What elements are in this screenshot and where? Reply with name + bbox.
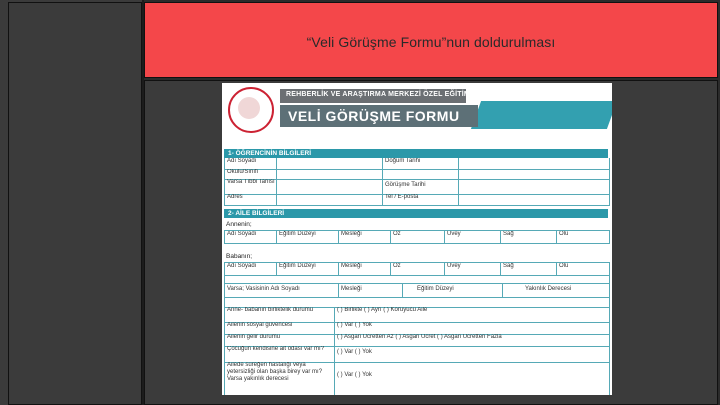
question-options[interactable]: ( ) Var ( ) Yok <box>337 322 372 328</box>
banner-subtitle: REHBERLİK VE ARAŞTIRMA MERKEZİ ÖZEL EĞİTİM BÖLÜMÜ <box>286 91 504 98</box>
banner-title-strip <box>280 105 478 127</box>
col-name: Adı Soyadı <box>225 231 277 243</box>
student-row <box>224 194 610 206</box>
student-row-label-right <box>383 169 459 179</box>
mother-row <box>224 230 610 244</box>
title-bar <box>144 2 718 78</box>
col-alive: Sağ <box>501 231 557 243</box>
col-guardian-relation: Yakınlık Derecesi <box>525 286 572 292</box>
student-row-value[interactable] <box>277 158 383 169</box>
section-family-info-label: 2- AİLE BİLGİLERİ <box>228 210 285 217</box>
section-family-info <box>224 209 608 218</box>
col-name: Adı Soyadı <box>225 263 277 275</box>
question-options[interactable]: ( ) Var ( ) Yok <box>337 372 372 378</box>
slide-title: “Veli Görüşme Formu”nun doldurulması <box>306 34 556 50</box>
question-label: Anne- babanın birliktelik durumu <box>225 307 335 322</box>
ministry-logo-icon <box>228 87 274 133</box>
col-dead: Ölü <box>559 263 569 269</box>
form-document <box>222 83 612 395</box>
question-options[interactable]: ( ) Birlikte ( ) Ayrı ( ) Koruyucu Aile <box>337 307 428 313</box>
form-header <box>222 83 612 138</box>
banner-subtitle-strip <box>280 89 504 103</box>
col-real: Öz <box>391 231 445 243</box>
question-row <box>224 307 610 323</box>
col-job: Mesleği <box>339 263 391 275</box>
question-label: Ailenin sosyal güvencesi <box>225 322 335 334</box>
left-panel-inner <box>8 2 142 405</box>
col-education: Eğitim Düzeyi <box>277 263 339 275</box>
student-row-value[interactable] <box>277 169 383 179</box>
mother-label: Annenin; <box>226 221 252 228</box>
col-real: Öz <box>391 263 445 275</box>
section-student-info-label: 1- ÖĞRENCİNİN BİLGİLERİ <box>228 150 312 157</box>
col-guardian-job: Mesleği <box>339 283 403 297</box>
student-row <box>224 179 610 195</box>
student-row-label: Adres <box>225 194 277 205</box>
col-education: Eğitim Düzeyi <box>277 231 339 243</box>
student-row-label-right: Görüşme Tarihi <box>383 179 459 194</box>
question-label: Ailenin gelir durumu <box>225 334 335 346</box>
question-row <box>224 346 610 363</box>
father-label: Babanın; <box>226 253 253 260</box>
col-step: Üvey <box>445 263 501 275</box>
question-options[interactable]: ( ) Var ( ) Yok <box>337 349 372 355</box>
col-step: Üvey <box>445 231 501 243</box>
student-row-value[interactable] <box>277 179 383 194</box>
header-teal-strip <box>471 101 612 129</box>
col-guardian-name: Varsa; Vasisinin Adı Soyadı <box>225 283 339 297</box>
section-student-info <box>224 149 608 158</box>
col-alive: Sağ <box>501 263 557 275</box>
student-row-label-right: Doğum Tarihi <box>383 158 459 169</box>
col-guardian-education: Eğitim Düzeyi <box>403 283 503 297</box>
student-row-label: Okulu/Sınıfı <box>225 169 277 179</box>
student-row-label: Adı Soyadı <box>225 158 277 169</box>
student-row-label: Varsa Tıbbi Tanısı <box>225 179 277 194</box>
col-dead: Ölü <box>559 231 569 237</box>
left-panel <box>0 0 144 405</box>
question-label: Çocuğun kendisine ait odası var mı? <box>225 346 335 362</box>
question-label: Ailede süreğen hastalığı veya yetersizliği olan başka birey var mı? Varsa yakınlık derecesi <box>225 362 335 395</box>
question-row <box>224 362 610 395</box>
col-job: Mesleği <box>339 231 391 243</box>
banner-title: VELİ GÖRÜŞME FORMU <box>288 108 460 124</box>
student-row-value[interactable] <box>277 194 383 205</box>
student-row-label-right: Tel / E-posta <box>383 194 459 205</box>
guardian-row <box>224 283 610 298</box>
question-options[interactable]: ( ) Asgari Ücretten Az ( ) Asgari Ücret ( ) Asgari Ücretten Fazla <box>337 334 502 340</box>
